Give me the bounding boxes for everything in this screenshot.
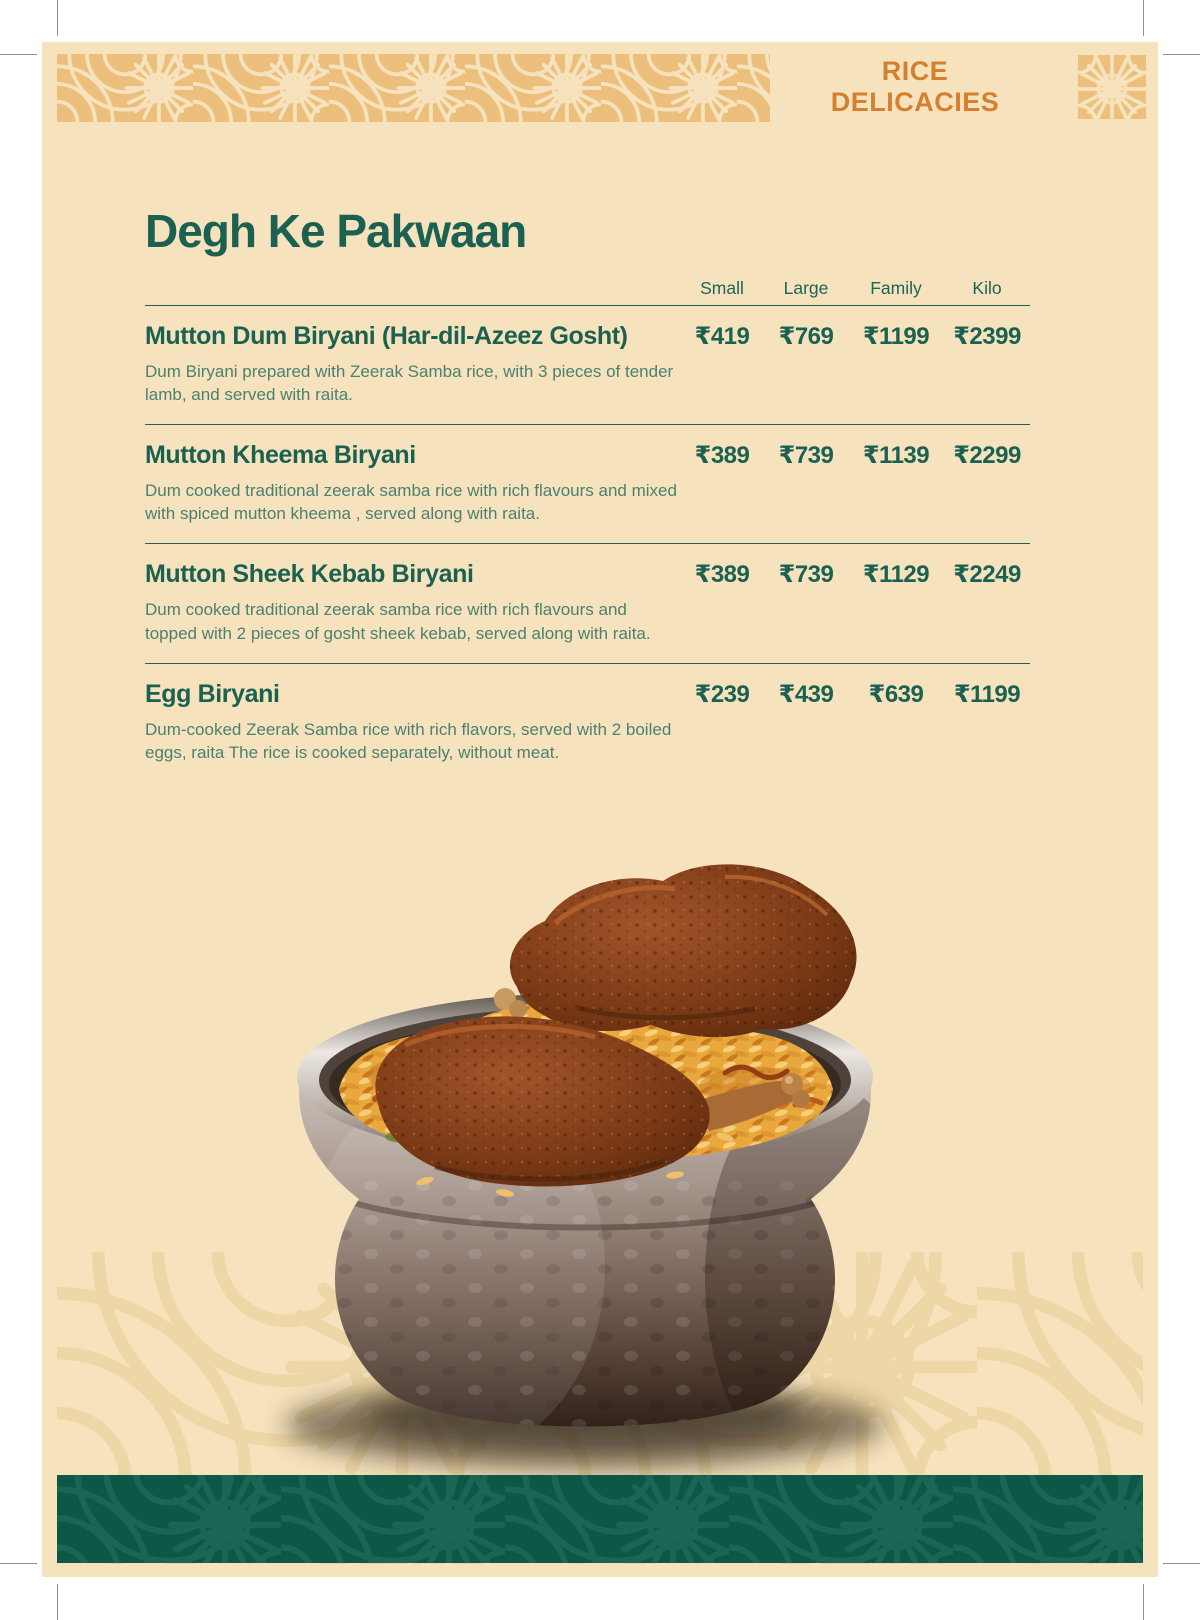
price-family: ₹1129 [862,561,930,589]
price-family: ₹1139 [862,442,930,470]
item-description: Dum cooked traditional zeerak samba rice with rich flavours and mixed with spiced mutton kheema , served along with raita. [145,481,677,524]
price-small: ₹389 [694,442,750,470]
price-large: ₹439 [778,680,834,708]
crop-mark [1163,54,1200,55]
price-small: ₹239 [694,680,750,708]
menu-item [145,424,1030,543]
crop-mark [57,0,58,36]
category-line-2: DELICACIES [830,86,1000,117]
item-name: Mutton Dum Biryani (Har-dil-Azeez Gosht) [145,322,628,350]
category-label [782,56,1048,117]
price-kilo: ₹2299 [953,442,1021,470]
crop-mark [1143,0,1144,36]
column-large: Large [783,278,829,298]
menu-item [145,543,1030,662]
price-family: ₹1199 [862,323,930,350]
price-small: ₹419 [694,323,750,350]
menu-page [42,42,1158,1577]
item-description: Dum Biryani prepared with Zeerak Samba rice, with 3 pieces of tender lamb, and served with raita. [145,362,674,405]
crop-mark [1163,1563,1200,1564]
price-large: ₹769 [778,323,834,350]
crop-mark [0,1563,37,1564]
biryani-photo [250,837,920,1497]
price-kilo: ₹2249 [953,561,1021,589]
price-large: ₹739 [778,561,834,589]
item-description: Dum-cooked Zeerak Samba rice with rich flavors, served with 2 boiled eggs, raita The rice is cooked separately, without meat. [145,719,672,762]
column-family: Family [870,278,922,298]
ornamental-band-top [57,54,770,122]
price-large: ₹739 [778,442,834,470]
item-name: Mutton Sheek Kebab Biryani [145,560,474,589]
crop-mark [0,54,37,55]
ornamental-tile-top-right [1078,55,1146,119]
category-line-1: RICE [881,56,949,86]
column-small: Small [700,278,744,298]
item-name: Egg Biryani [145,679,280,708]
price-family: ₹639 [868,680,924,708]
column-kilo: Kilo [972,278,1002,298]
price-small: ₹389 [694,561,750,589]
price-kilo: ₹1199 [953,680,1021,708]
crop-mark [57,1584,58,1620]
item-description: Dum cooked traditional zeerak samba rice with rich flavours and topped with 2 pieces of gosht sheek kebab, served along with raita. [145,600,651,643]
item-name: Mutton Kheema Biryani [145,441,416,470]
ornamental-band-footer [57,1475,1143,1563]
menu-item [145,306,1030,424]
price-kilo: ₹2399 [953,323,1021,350]
menu-item [145,663,1030,782]
menu-section [145,204,1030,782]
section-title: Degh Ke Pakwaan [145,205,527,257]
size-columns-header [145,278,1030,305]
crop-mark [1143,1584,1144,1620]
